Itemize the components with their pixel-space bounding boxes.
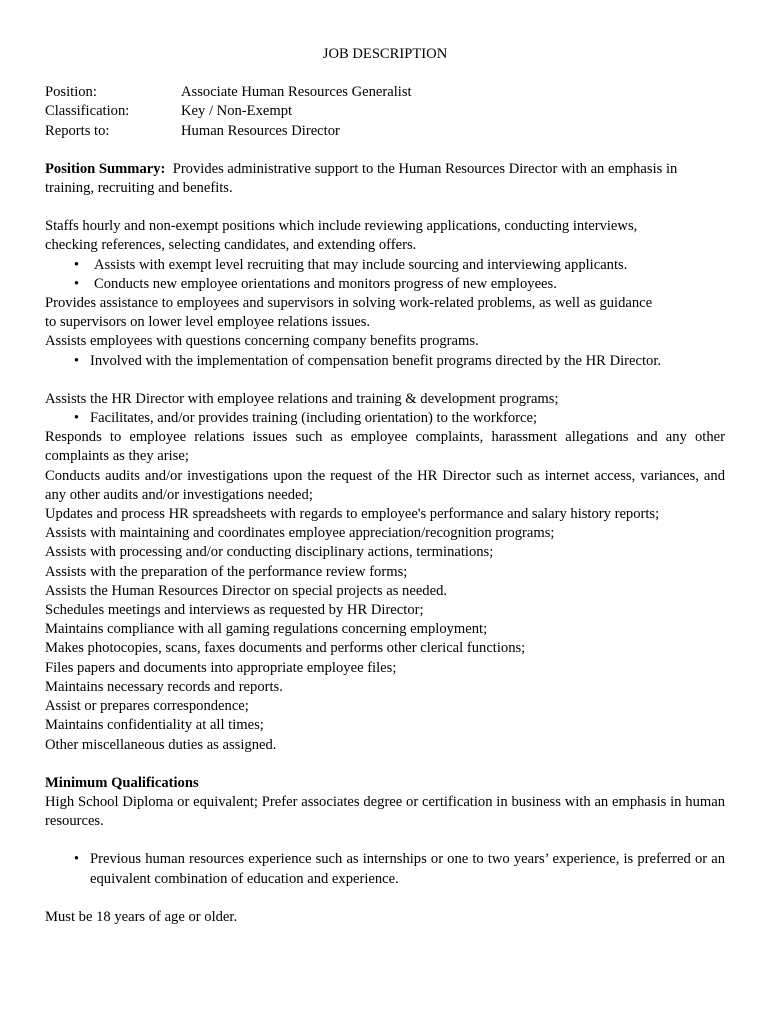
job-description-page	[45, 45, 725, 927]
staffing-section	[45, 217, 725, 371]
duty-item: Assists the Human Resources Director on special projects as needed.	[45, 582, 448, 599]
summary-text: Provides administrative support to the Human Resources Director with an emphasis in training, recruiting and benefits.	[45, 160, 678, 197]
spacer	[45, 889, 725, 908]
bullet-item	[45, 850, 725, 888]
bullet-icon: •	[73, 410, 79, 427]
relations-section	[45, 390, 725, 755]
duty-item: Schedules meetings and interviews as requested by HR Director;	[45, 602, 424, 619]
duty-item: Assists with processing and/or conducting disciplinary actions, terminations;	[45, 544, 494, 561]
age-requirement: Must be 18 years of age or older.	[45, 908, 238, 925]
bullet-item	[45, 256, 725, 275]
duty-item: Maintains necessary records and reports.	[45, 678, 283, 695]
staffing-line: Staffs hourly and non-exempt positions which include reviewing applications, conducting interviews,	[45, 218, 638, 235]
bullet-icon: •	[73, 352, 79, 369]
spacer	[45, 755, 725, 774]
bullet-text: Conducts new employee orientations and monitors progress of new employees.	[94, 275, 557, 292]
bullet-icon: •	[73, 851, 79, 868]
meta-value: Human Resources Director	[181, 122, 340, 139]
bullet-item	[45, 409, 725, 428]
meta-label: Classification:	[45, 103, 130, 120]
spacer	[45, 198, 725, 217]
duty-item: Updates and process HR spreadsheets with regards to employee's performance and salary history reports;	[45, 506, 660, 523]
relations-line: Assists the HR Director with employee relations and training & development programs;	[45, 390, 559, 407]
assistance-line: Assists employees with questions concerning company benefits programs.	[45, 333, 479, 350]
qualifications-section	[45, 774, 725, 927]
bullet-item	[45, 352, 725, 371]
summary-heading: Position Summary:	[45, 160, 166, 177]
assistance-line: to supervisors on lower level employee relations issues.	[45, 314, 371, 331]
staffing-line: checking references, selecting candidates, and extending offers.	[45, 237, 417, 254]
bullet-text: Facilitates, and/or provides training (including orientation) to the workforce;	[90, 410, 538, 427]
bullet-text: Involved with the implementation of compensation benefit programs directed by the HR Director.	[90, 352, 662, 369]
meta-value: Associate Human Resources Generalist	[181, 84, 412, 101]
duty-item: Assist or prepares correspondence;	[45, 698, 249, 715]
meta-value: Key / Non-Exempt	[181, 103, 293, 120]
spacer	[45, 141, 725, 160]
meta-row-classification	[45, 102, 725, 121]
duty-item: Maintains compliance with all gaming regulations concerning employment;	[45, 621, 488, 638]
meta-label: Position:	[45, 84, 97, 101]
meta-label: Reports to:	[45, 122, 110, 139]
bullet-icon: •	[73, 275, 79, 292]
meta-row-position	[45, 83, 725, 102]
qualifications-text: High School Diploma or equivalent; Prefer associates degree or certification in business with an emphasis in human resources.	[45, 793, 725, 830]
duty-item: Makes photocopies, scans, faxes documents and performs other clerical functions;	[45, 640, 526, 657]
qualifications-heading: Minimum Qualifications	[45, 774, 199, 791]
document-title: JOB DESCRIPTION	[322, 46, 448, 62]
bullet-item	[45, 275, 725, 294]
spacer	[45, 371, 725, 390]
duty-item: Assists with maintaining and coordinates employee appreciation/recognition programs;	[45, 525, 555, 542]
duty-item: Files papers and documents into appropriate employee files;	[45, 659, 397, 676]
meta-row-reports-to	[45, 122, 725, 141]
duty-item: Responds to employee relations issues such as employee complaints, harassment allegations and any other complaints as they arise;	[45, 429, 725, 465]
bullet-text: Assists with exempt level recruiting that may include sourcing and interviewing applicants.	[94, 256, 628, 273]
meta-block	[45, 83, 725, 141]
spacer	[45, 831, 725, 850]
position-summary	[45, 160, 725, 198]
duty-item: Other miscellaneous duties as assigned.	[45, 736, 277, 753]
assistance-line: Provides assistance to employees and supervisors in solving work-related problems, as well as guidance	[45, 295, 653, 312]
duty-item: Conducts audits and/or investigations upon the request of the HR Director such as internet access, variances, and any other audits and/or investigations needed;	[45, 467, 725, 503]
bullet-text: Previous human resources experience such as internships or one to two years’ experience, is preferred or an equivalent combination of education and experience.	[90, 851, 725, 887]
bullet-icon: •	[73, 256, 79, 273]
duty-item: Maintains confidentiality at all times;	[45, 717, 264, 734]
duty-item: Assists with the preparation of the performance review forms;	[45, 563, 408, 580]
